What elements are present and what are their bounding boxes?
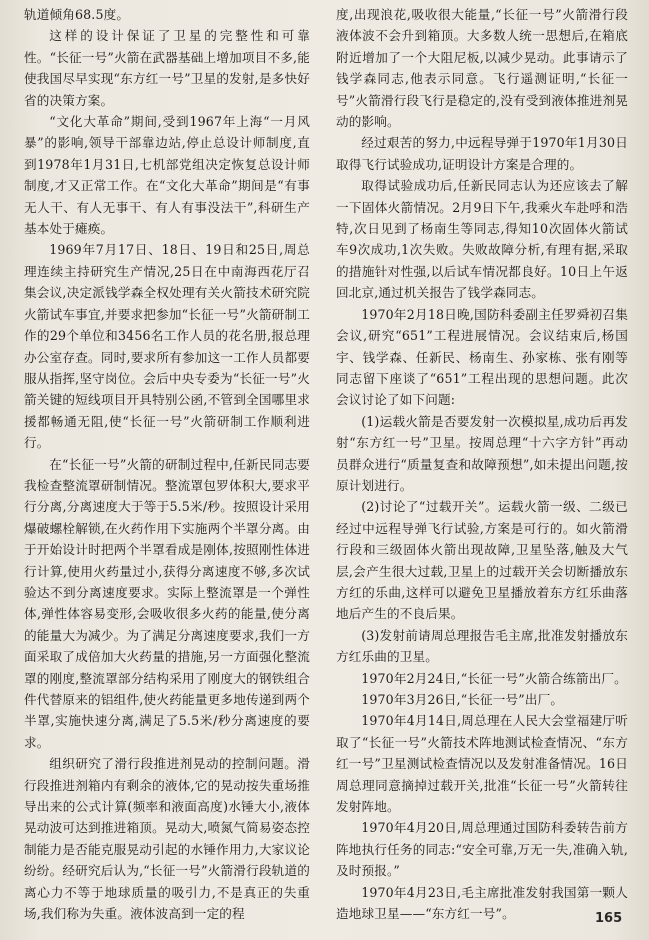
right-column bbox=[336, 4, 628, 924]
paragraph: 取得试验成功后,任新民同志认为还应该去了解一下固体火箭情况。2月9日下午,我乘火车赴呼和浩特,次日见到了杨南生等同志,得知10次固体火箭试车9次成功,1次失败。失败故障分析,有理有据,采取的措施针对性强,以后试车情况都良好。10日上午返回北京,通过机关报告了钱学森同志。 bbox=[336, 178, 628, 301]
left-column bbox=[24, 4, 310, 924]
paragraph: 1970年4月23日,毛主席批准发射我国第一颗人造地球卫星——“东方红一号”。 bbox=[336, 884, 628, 922]
paragraph: (3)发射前请周总理报告毛主席,批准发射播放东方红乐曲的卫星。 bbox=[336, 627, 628, 665]
paragraph: “文化大革命”期间,受到1967年上海“一月风暴”的影响,领导干部靠边站,停止总设计师制度,直到1978年1月31日,七机部党组决定恢复总设计师制度,才又正常工作。在“文化大革命”期间是“有事无人干、有人无事干、有人有事没法干”,科研生产基本处于瘫痪。 bbox=[24, 114, 310, 237]
paragraph: 1970年3月26日,“长征一号”出厂。 bbox=[361, 692, 564, 707]
paragraph: 1970年2月18日晚,国防科委副主任罗舜初召集会议,研究“651”工程进展情况。会议结束后,杨国宇、钱学森、任新民、杨南生、孙家栋、张有刚等同志留下座谈了“651”工程出现的思想问题。此次会议讨论了如下问题: bbox=[336, 306, 628, 408]
page-number: 165 bbox=[595, 911, 623, 926]
paragraph: 在“长征一号”火箭的研制过程中,任新民同志要我检查整流罩研制情况。整流罩包罗体积大,要求平行分离,分离速度大于等于5.5米/秒。按照设计采用爆破螺栓解锁,在火药作用下实施两个半罩分离。由于开始设计时把两个半罩看成是刚体,按照刚性体进行计算,使用火药量过小,获得分离速度不够,多次试验达不到分离速度要求。实际上整流罩是一个弹性体,弹性体容易变形,会吸收很多火药的能量,使分离的能量大为减少。为了满足分离速度要求,我们一方面采取了成倍加大火药量的措施,另一方面强化整流罩的刚度,整流罩部分结构采用了刚度大的钢铁组合件代替原来的铝组件,使火药能量更多地传递到两个半罩,实施快速分离,满足了5.5米/秒分离速度的要求。 bbox=[24, 456, 310, 750]
paragraph: 经过艰苦的努力,中远程导弹于1970年1月30日取得飞行试验成功,证明设计方案是合理的。 bbox=[336, 135, 628, 172]
paragraph: 度,出现浪花,吸收很大能量,“长征一号”火箭滑行段液体波不会升到箱顶。大多数人统一思想后,在箱底附近增加了一个大阻尼板,以减少晃动。此事请示了钱学森同志,他表示同意。飞行遥测证明,“长征一号”火箭滑行段飞行是稳定的,没有受到液体推进剂晃动的影响。 bbox=[336, 7, 628, 130]
paragraph: (1)运载火箭是否要发射一次模拟星,成功后再发射“东方红一号”卫星。按周总理“十六字方针”再动员群众进行“质量复查和故障预想”,如未提出问题,按原计划进行。 bbox=[336, 413, 628, 493]
paragraph: 1970年4月14日,周总理在人民大会堂福建厅听取了“长征一号”火箭技术阵地测试检查情况、“东方红一号”卫星测试检查情况以及发射准备情况。16日周总理同意摘掉过载开关,批准“长征一号”火箭转往发射阵地。 bbox=[336, 713, 628, 815]
paragraph: (2)讨论了“过载开关”。运载火箭一级、二级已经过中远程导弹飞行试验,方案是可行的。如火箭滑行段和三级固体火箭出现故障,卫星坠落,触及大气层,会产生很大过载,卫星上的过载开关会切断播放东方红的乐曲,这样可以避免卫星播放着东方红乐曲落地后产生的不良后果。 bbox=[336, 499, 628, 622]
paragraph: 这样的设计保证了卫星的完整性和可靠性。“长征一号”火箭在武器基础上增加项目不多,能使我国尽早实现“东方红一号”卫星的发射,是多快好省的决策方案。 bbox=[24, 28, 310, 108]
paragraph: 1970年2月24日,“长征一号”火箭合练箭出厂。 bbox=[361, 670, 627, 686]
paragraph: 轨道倾角68.5度。 bbox=[24, 7, 130, 22]
paragraph: 1969年7月17日、18日、19日和25日,周总理连续主持研究生产情况,25日在中南海西花厅召集会议,决定派钱学森全权处理有关火箭技术研究院火箭试车事宜,并要求把参加“长征一号”火箭研制工作的29个单位和3456名工作人员的花名册,报总理办公室存查。同时,要求所有参加这一工作人员都要服从指挥,坚守岗位。会后中央专委为“长征一号”火箭关键的短线项目开具特别公函,不管到全国哪里求援都畅通无阻,使“长征一号”火箭研制工作顺利进行。 bbox=[24, 242, 310, 451]
paragraph: 1970年4月20日,周总理通过国防科委转告前方阵地执行任务的同志:“安全可靠,万无一失,准确入轨,及时预报。” bbox=[336, 820, 628, 879]
paragraph: 组织研究了滑行段推进剂晃动的控制问题。滑行段推进剂箱内有剩余的液体,它的晃动按失重场推导出来的公式计算(频率和液面高度)水锤大小,液体晃动波可达到推进箱顶。晃动大,喷氮气简易姿态控制能力是否能克服晃动引起的水锤作用力,大家议论纷纷。经研究后认为,“长征一号”火箭滑行段轨道的离心力不等于地球质量的吸引力,不是真正的失重场,我们称为失重。液体波高到一定的程 bbox=[24, 756, 310, 922]
